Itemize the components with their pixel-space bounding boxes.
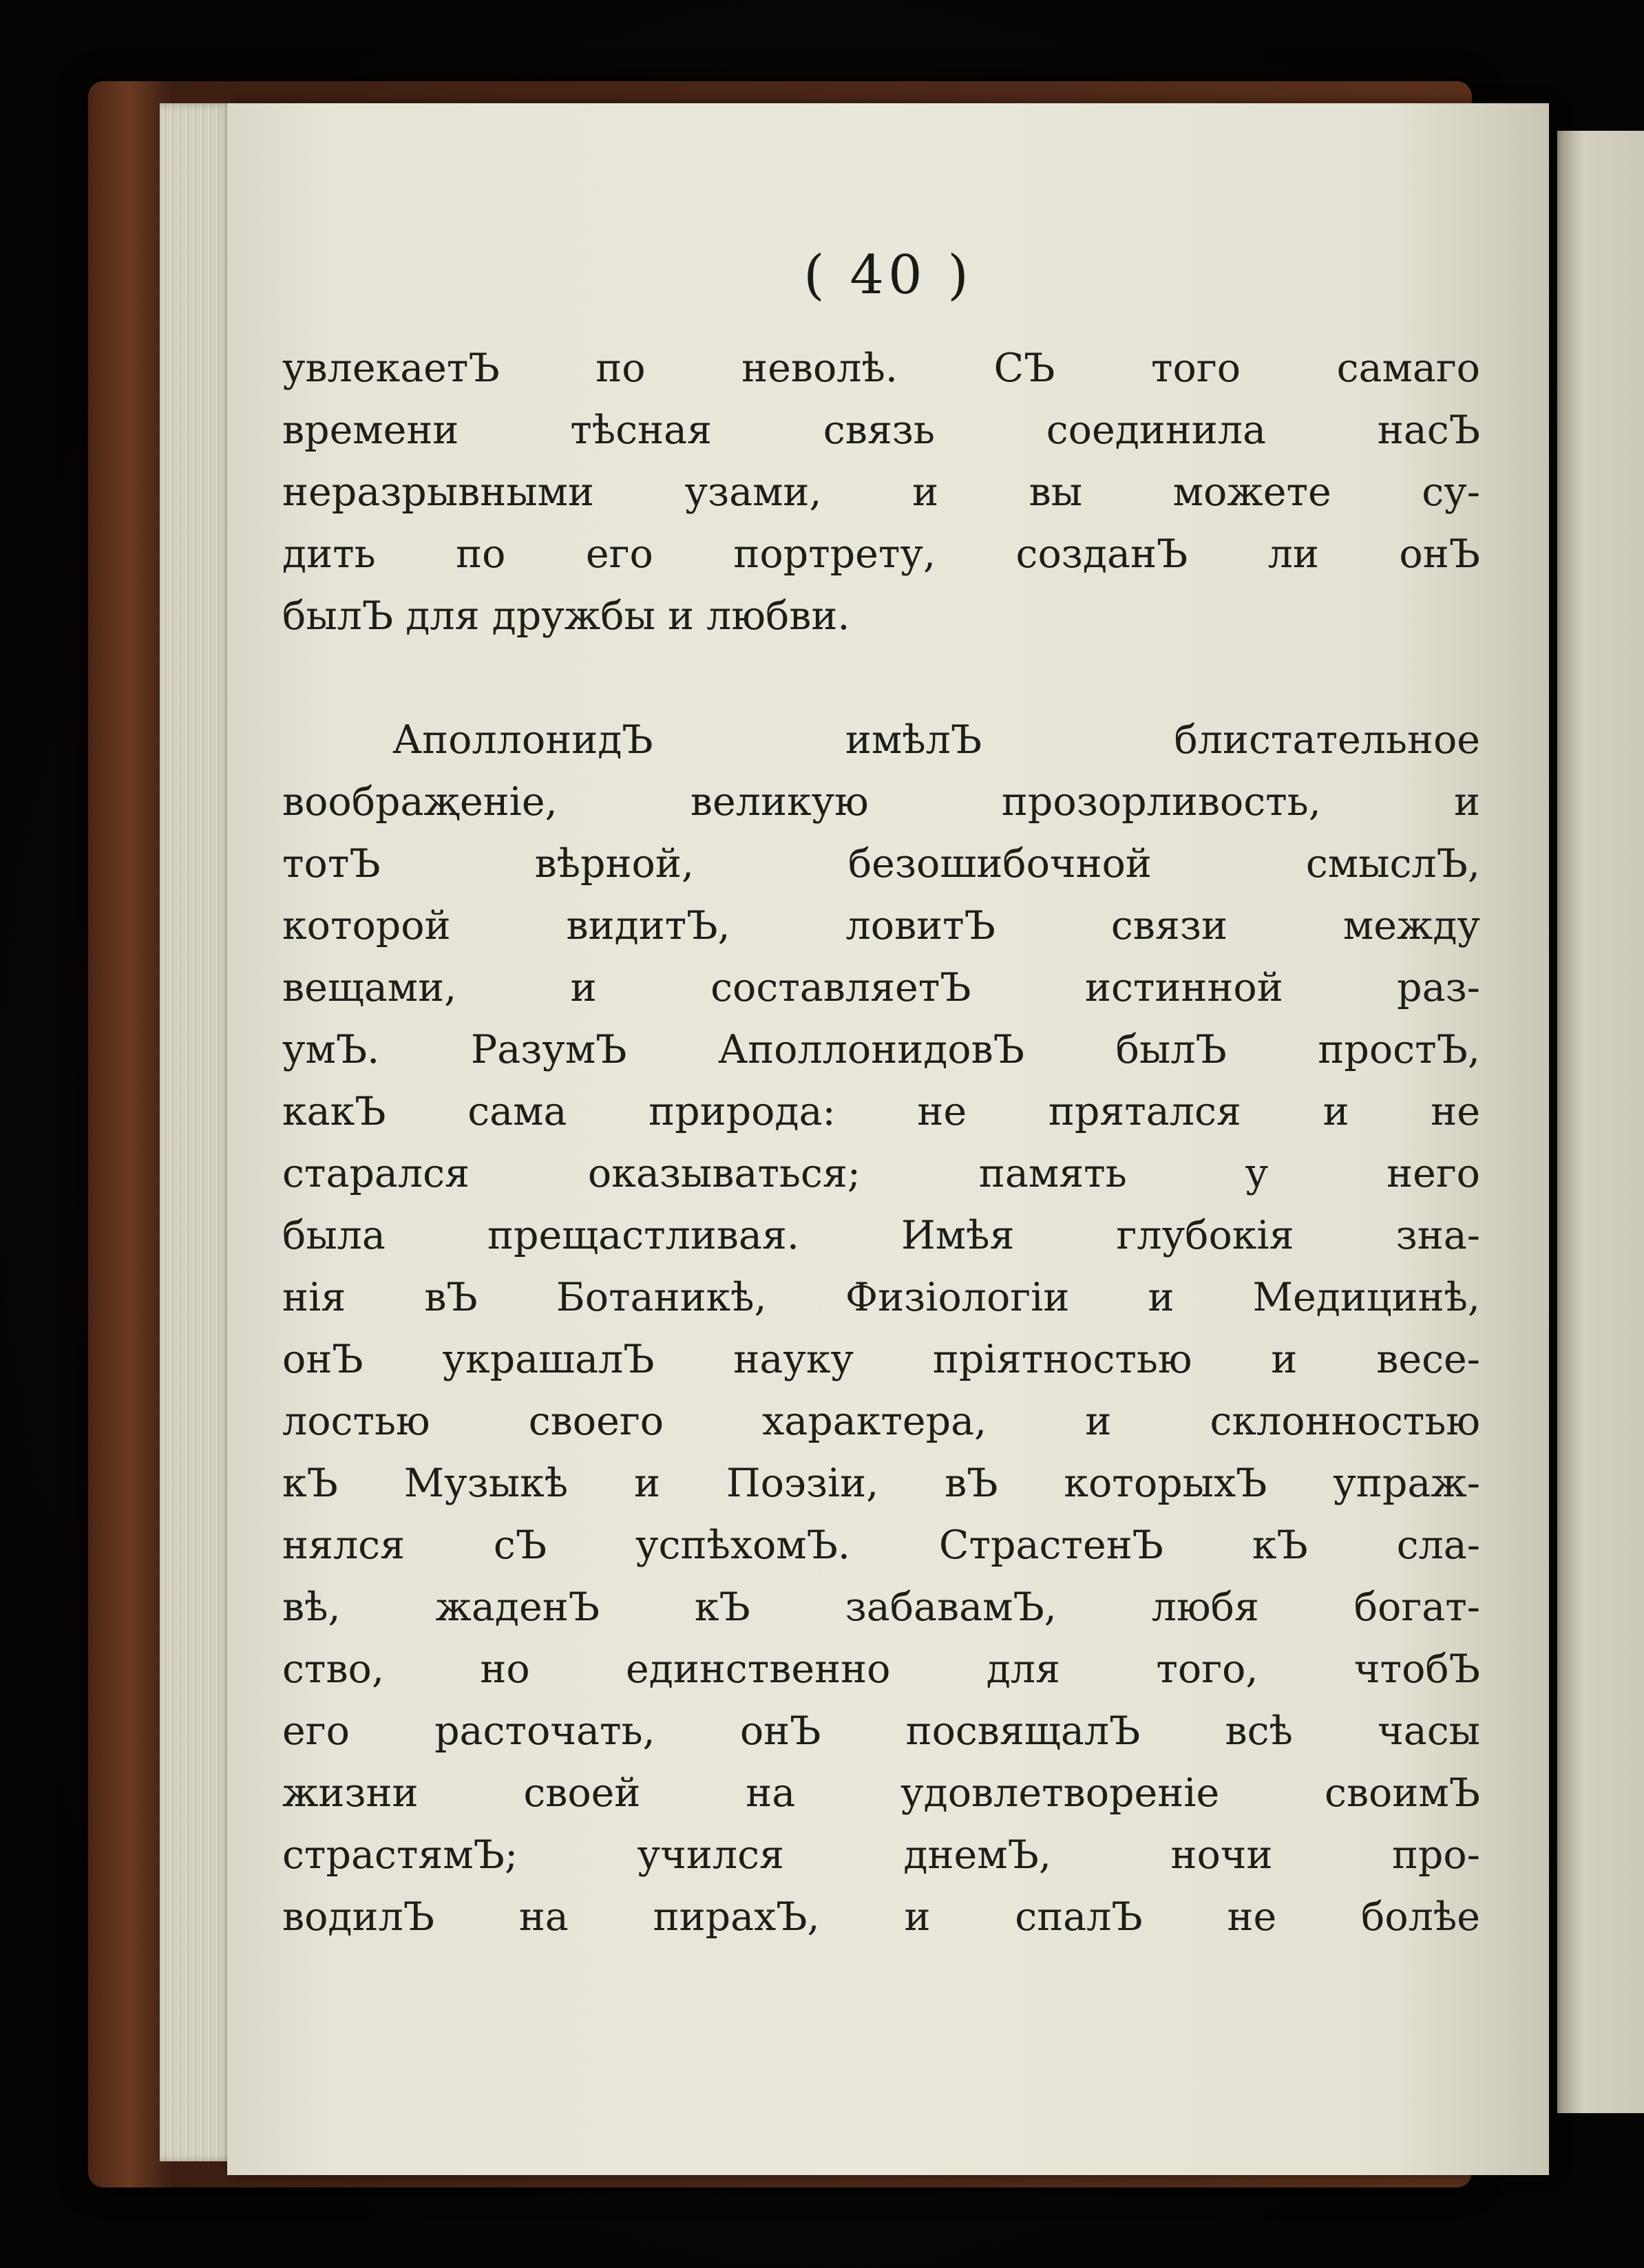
paragraph-2 [282,709,1480,1948]
text-line: его расточать, онЪ посвящалЪ всѣ часы [282,1708,1480,1754]
text-line: страстямЪ; учился днемЪ, ночи про- [282,1832,1480,1878]
text-line: жизни своей на удовлетвореніе своимЪ [282,1770,1480,1816]
page-number: ( 40 ) [803,244,973,306]
text-line: вообраҗеніе, великую прозорливость, и [282,779,1480,825]
paragraph-gap [282,647,1480,709]
text-line: какЪ сама природа: не прятался и не [282,1089,1480,1134]
text-line: ство, но единственно для того, чтобЪ [282,1646,1480,1692]
text-line: нія вЪ Ботаникѣ, Физіологіи и Медицинѣ, [282,1275,1480,1320]
text-line: старался оказываться; память у него [282,1151,1480,1196]
paragraph-1 [282,337,1480,647]
page-text [282,337,1480,1948]
text-line: неразрывными узами, и вы можете су- [282,469,1480,515]
text-line: вѣ, жаденЪ кЪ забавамЪ, любя богат- [282,1585,1480,1630]
text-line: времени тѣсная связь соединила насЪ [282,407,1480,453]
text-line: тотЪ вѣрной, безошибочной смыслЪ, [282,841,1480,887]
text-line: кЪ Музыкѣ и Поэзіи, вЪ которыхЪ упраж- [282,1461,1480,1506]
text-line: вещами, и составляетЪ истинной раз- [282,965,1480,1010]
text-line: нялся сЪ успѣхомЪ. СтрастенЪ кЪ сла- [282,1523,1480,1568]
text-line: увлекаетЪ по неволѣ. СЪ того самаго [282,346,1480,391]
text-line: дить по его портрету, созданЪ ли онЪ [282,531,1480,577]
text-line: лостью своего характера, и склонностью [282,1399,1480,1444]
text-line: умЪ. РазумЪ АполлонидовЪ былЪ простЪ, [282,1027,1480,1072]
next-page-edge [1557,131,1644,2113]
text-line: водилЪ на пирахЪ, и спалЪ не болѣе [282,1894,1480,1940]
text-line: былЪ для дружбы и любви. [282,593,850,639]
text-line: АполлонидЪ имѣлЪ блистательное [392,717,1480,763]
text-line: которой видитЪ, ловитЪ связи между [282,903,1480,948]
text-line: была прещастливая. Имѣя глубокія зна- [282,1213,1480,1258]
text-line: онЪ украшалЪ науку пріятностью и весе- [282,1337,1480,1382]
